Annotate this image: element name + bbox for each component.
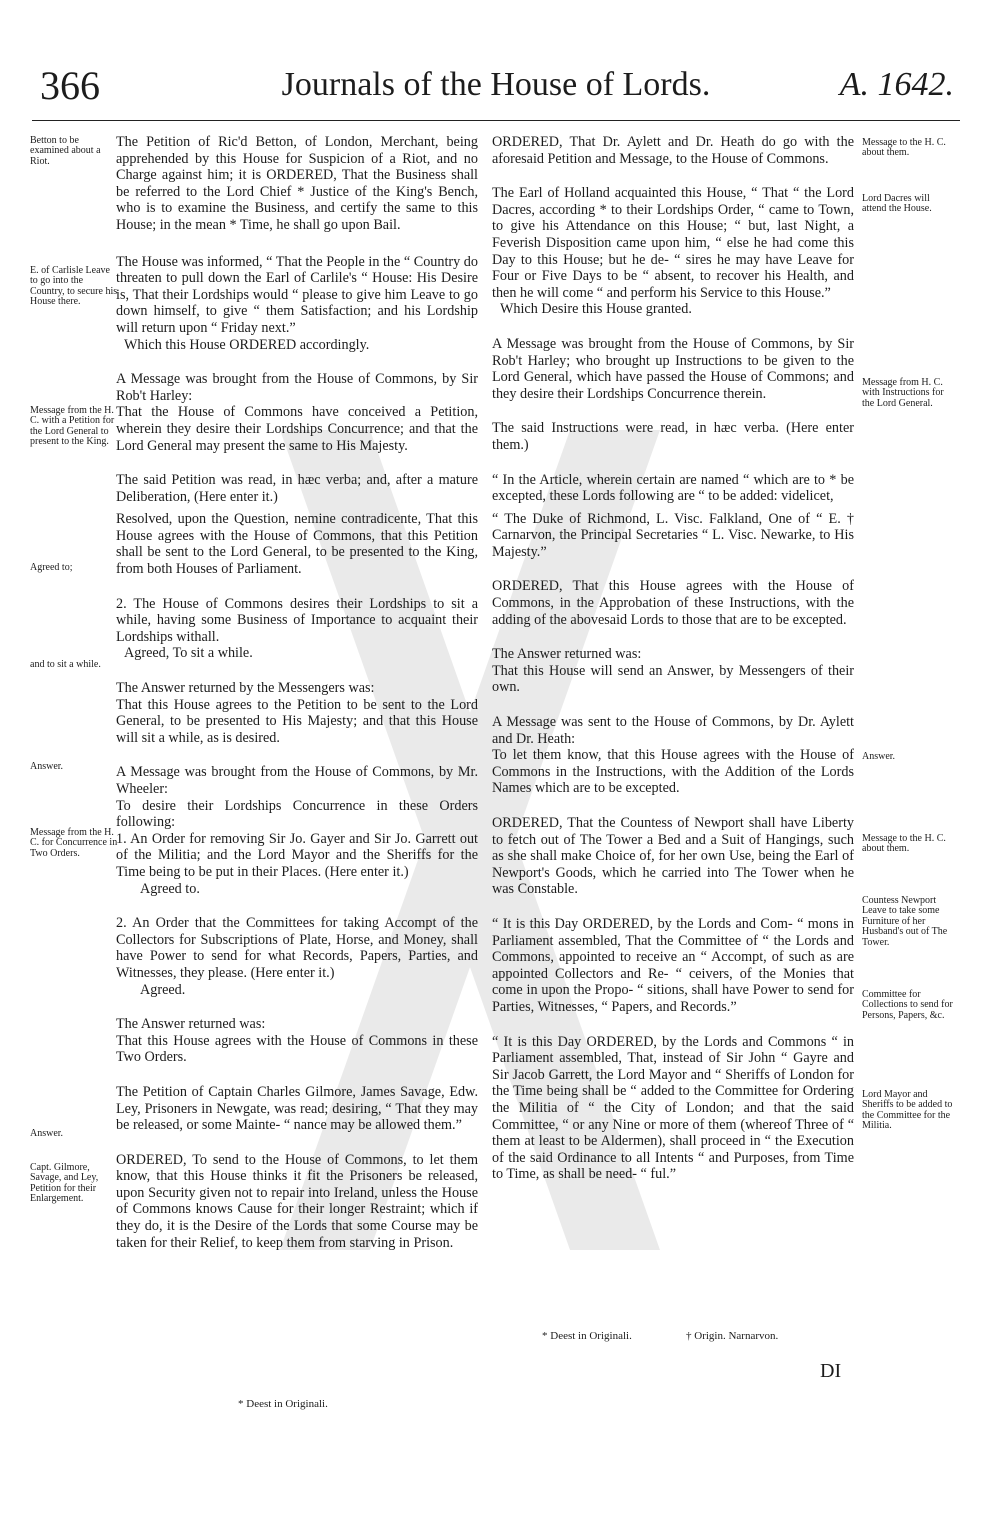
margin-note: Lord Dacres will attend the House.	[862, 193, 932, 215]
margin-note: Answer.	[30, 1128, 64, 1139]
entry-agreed: Agreed.	[140, 981, 186, 998]
margin-note: Betton to be examined about a Riot.	[30, 135, 101, 167]
entry-militia-order: “ It is this Day ORDERED, by the Lords and Commons “ in Parliament assembled, That, instead of Sir John “ Gayre and Sir Jacob Garrett, the Lord Mayor and “ Sheriffs of London for the Time being shall be “ added to the Committee for Ordering the Militia of “ the City of London; and that the said Committee, “ or any Nine or more of them (whereof Three of “ them at least to be Aldermen), shall proceed in “ the Execution of the said Ordinance to all Intents “ and Purposes, from Time to Time, as shall be need- “ ful.”	[492, 1033, 854, 1183]
entry-countess-newport: ORDERED, That the Countess of Newport shall have Liberty to fetch out of The Tower a Bed and a Suit of Hangings, such as she shall make Choice of, for her own Use, being the Earl of Newport's Goods, which he carried into The Tower when he was Constable.	[492, 815, 854, 898]
entry-message-instructions: A Message was brought from the House of Commons, by Sir Rob't Harley; who brought up Instructions to be given to the Lord General, which have passed the House of Commons; and they desire their Lordships Concurrence therein.	[492, 335, 854, 402]
margin-note: E. of Carlisle Leave to go into the Country, to secure his House there.	[30, 265, 118, 308]
entry-answer-heading: The Answer returned by the Messengers was:	[116, 680, 375, 697]
entry-message-wheeler: A Message was brought from the House of Commons, by Mr. Wheeler:	[116, 764, 478, 797]
entry-aylett-heath: ORDERED, That Dr. Aylett and Dr. Heath do go with the aforesaid Petition and Message, to the House of Commons.	[492, 134, 854, 167]
margin-note: Committee for Collections to send for Persons, Papers, &c.	[862, 989, 953, 1021]
entry-order-one: 1. An Order for removing Sir Jo. Gayer and Sir Jo. Garrett out of the Militia; and the Lord Mayor and the Sheriffs for the Time being to be put in their Places. (Here enter it.)	[116, 830, 478, 880]
entry-answer-two: That this House agrees with the House of Commons in these Two Orders.	[116, 1032, 478, 1066]
entry-desire-concurrence: To desire their Lordships Concurrence in these Orders following:	[116, 797, 478, 831]
page-header	[20, 62, 972, 122]
entry-committee-accompt: “ It is this Day ORDERED, by the Lords and Com- “ mons in Parliament assembled, That the Committee of “ the Lords and Commons, appointed to receive an “ Accompt, of such as are appointed Collectors and Re- “ ceivers, of the Monies that come in upon the Propo- “ sitions, shall have Power to send for Parties, Witnesses, “ Papers, and Records.”	[492, 915, 854, 1015]
catchword: DI	[820, 1360, 842, 1382]
page-number: 366	[40, 63, 100, 108]
margin-note: Message from the H. C. for Concurrence in Two Orders.	[30, 827, 118, 859]
margin-note: Message to the H. C. about them.	[862, 137, 946, 159]
entry-answer-text: That this House agrees to the Petition to be sent to the Lord General, to be presented to His Majesty; and that this House will sit a while, as is desired.	[116, 696, 478, 746]
footnote-right-deest: * Deest in Originali.	[542, 1330, 632, 1342]
entry-message-sent: A Message was sent to the House of Commons, by Dr. Aylett and Dr. Heath:	[492, 714, 854, 747]
entry-instructions-read: The said Instructions were read, in hæc verba. (Here enter them.)	[492, 420, 854, 453]
header-rule	[32, 120, 960, 121]
entry-agreed-to: Agreed to.	[140, 880, 200, 897]
margin-note: Lord Mayor and Sheriffs to be added to the Committee for the Militia.	[862, 1089, 953, 1132]
page-year: A. 1642.	[839, 66, 954, 103]
entry-let-them-know: To let them know, that this House agrees with the House of Commons in the Instructions, with the Addition of the Lords Names which are to be excepted.	[492, 747, 854, 797]
right-column	[492, 130, 854, 1183]
entry-carlisle-order: Which this House ORDERED accordingly.	[124, 336, 370, 353]
entry-ordered-approbation: ORDERED, That this House agrees with the House of Commons, in the Approbation of these Instructions, with the adding of the abovesaid Lords to those that are to be excepted.	[492, 578, 854, 628]
page-title: Journals of the House of Lords.	[281, 66, 711, 103]
entry-answer-heading-two: The Answer returned was:	[116, 1016, 266, 1033]
entry-agreed-sit: Agreed, To sit a while.	[124, 645, 253, 662]
entry-order-two: 2. An Order that the Committees for taking Accompt of the Collectors for Subscriptions of Plate, Horse, and Money, shall have Power to send for what Records, Papers, Parties, and Witnesses, they please. (Here enter it.)	[116, 915, 478, 981]
entry-betton: The Petition of Ric'd Betton, of London, Merchant, being apprehended by this House for Suspicion of a Riot, and no Charge against him; it is ORDERED, That the Business shall be referred to the Lord Chief * Justice of the King's Bench, who is to examine the Business, and certify the same to this House; in the mean * Time, he shall go upon Bail.	[116, 134, 478, 233]
entry-article: “ In the Article, wherein certain are named “ which are to * be excepted, these Lords following are “ to be added: videlicet,	[492, 471, 854, 505]
entry-ordered-prisoners: ORDERED, To send to the House of Commons, to let them know, that this House thinks it fit the Prisoners be released, upon Security given not to repair into Ireland, unless the House of Commons knows Cause for their longer Restraint; which if they do, it is the Desire of the Lords that some Course may be taken for their Relief, to keep them from starving in Prison.	[116, 1151, 478, 1251]
entry-answer-heading-three: The Answer returned was:	[492, 646, 642, 663]
left-column	[116, 130, 478, 1251]
margin-note: Message from H. C. with Instructions for the Lord General.	[862, 377, 944, 409]
footnote-right-origin: † Origin. Narnarvon.	[686, 1330, 779, 1342]
margin-note: Answer.	[862, 751, 896, 762]
footnote-left: * Deest in Originali.	[238, 1398, 328, 1410]
margin-note: Message to the H. C. about them.	[862, 833, 946, 855]
margin-note: Capt. Gilmore, Savage, and Ley, Petition for their Enlargement.	[30, 1162, 99, 1205]
entry-petition-read: The said Petition was read, in hæc verba; and, after a mature Deliberation, (Here enter it.)	[116, 472, 478, 505]
margin-note: and to sit a while.	[30, 659, 101, 670]
margin-note: Countess Newport Leave to take some Furniture of her Husband's out of The Tower.	[862, 895, 948, 948]
entry-carlisle: The House was informed, “ That the People in the “ Country do threaten to pull down the Earl of Carlile's “ House: His Desire is, That their Lordships would “ please to give him Leave to go down himself, to give “ them Satisfaction; and his Lordship will return upon “ Friday next.”	[116, 253, 478, 336]
entry-desire-granted: Which Desire this House granted.	[500, 301, 692, 318]
entry-message-harley: A Message was brought from the House of Commons, by Sir Rob't Harley:	[116, 371, 478, 404]
margin-note: Agreed to;	[30, 562, 73, 573]
entry-holland-dacres: The Earl of Holland acquainted this House, “ That “ the Lord Dacres, according * to their Lordships Order, “ came to Town, to give his Attendance on this House; “ but, last Night, a Feverish Disposition came upon him, “ else he had come this Day to this House; but he de- “ sires he may have Leave for Four or Five Days to be “ absent, to recover his Health, and then he will come “ and perform his Service to this House.”	[492, 185, 854, 301]
entry-resolved: Resolved, upon the Question, nemine contradicente, That this House agrees with the House of Commons, that this Petition shall be sent to the Lord General, to be presented to the King, from both Houses of Parliament.	[116, 511, 478, 578]
entry-petition-conceived: That the House of Commons have conceived a Petition, wherein they desire their Lordships Concurrence; and that the Lord General may present the same to His Majesty.	[116, 404, 478, 454]
margin-note: Message from the H. C. with a Petition for the Lord General to present to the King.	[30, 405, 115, 448]
entry-sit-while: 2. The House of Commons desires their Lordships to sit a while, having some Business of Importance to acquaint their Lordships withall.	[116, 595, 478, 645]
entry-lords-excepted: “ The Duke of Richmond, L. Visc. Falkland, One of “ E. † Carnarvon, the Principal Secretaries “ L. Visc. Newarke, to His Majesty.”	[492, 510, 854, 560]
entry-petition-gilmore: The Petition of Captain Charles Gilmore, James Savage, Edw. Ley, Prisoners in Newgate, was read; desiring, “ That they may be released, or some Mainte- “ nance may be allowed them.”	[116, 1083, 478, 1134]
entry-answer-messengers: That this House will send an Answer, by Messengers of their own.	[492, 662, 854, 696]
margin-note: Answer.	[30, 761, 64, 772]
